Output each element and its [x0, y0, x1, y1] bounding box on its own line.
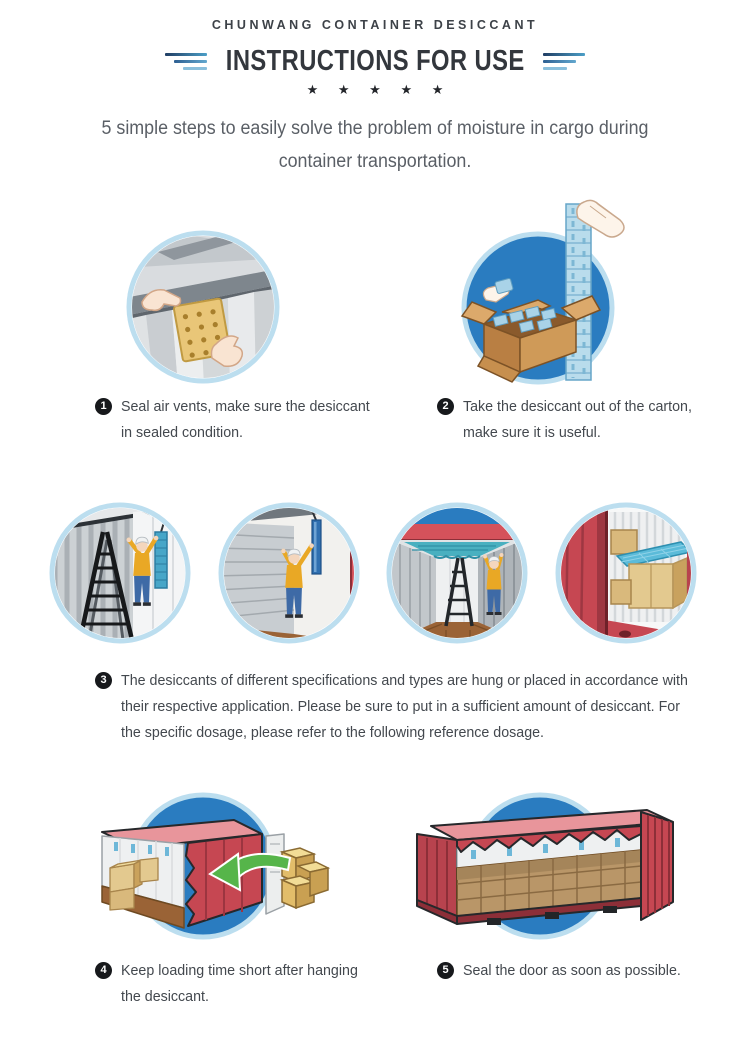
title-row [0, 42, 750, 80]
step-4-caption [95, 958, 370, 1010]
hang-desiccant-from-ladder-illustration [47, 500, 193, 646]
step-2-text: Take the desiccant out of the carton, make sure it is useful. [463, 398, 692, 441]
step-2-figure [450, 196, 640, 388]
brand-line: CHUNWANG CONTAINER DESICCANT [211, 18, 539, 32]
step-3-number: 3 [95, 672, 112, 689]
step-2-number: 2 [437, 398, 454, 415]
step-1-text: Seal air vents, make sure the desiccant in sealed condition. [121, 398, 370, 441]
step-3-figure-1 [47, 500, 193, 646]
step-3-figure-2 [216, 500, 362, 646]
load-cargo-into-container-illustration [84, 788, 334, 948]
seal-air-vents-illustration [124, 228, 282, 386]
step-3-figure-3 [384, 500, 530, 646]
intro-text: 5 simple steps to easily solve the problem of moisture in cargo during container transportation. [101, 118, 649, 172]
hang-desiccant-blanket-on-ceiling-illustration [384, 500, 530, 646]
step-1-caption [95, 394, 383, 446]
step-4-figure [84, 788, 334, 948]
step-3-figure-4 [553, 500, 699, 646]
step-4-text: Keep loading time short after hanging the desiccant. [121, 962, 358, 1005]
step-3-text: The desiccants of different specifications and types are hung or placed in accordance with their respective application. Please be sure to put in a sufficient amount of desiccant. For the specific dosage, please refer to the following reference dosage. [121, 672, 688, 741]
step-4-number: 4 [95, 962, 112, 979]
page-title: INSTRUCTIONS FOR USE [225, 44, 525, 77]
step-5-figure [395, 788, 695, 948]
sealed-loaded-container-illustration [395, 788, 695, 948]
step-5-caption [437, 958, 692, 984]
step-2-caption [437, 394, 704, 446]
step-5-number: 5 [437, 962, 454, 979]
sealed-container [417, 810, 673, 925]
hang-desiccant-strip-on-wall-illustration [216, 500, 362, 646]
speed-lines-right-icon [543, 53, 587, 70]
five-stars-icon: ★ ★ ★ ★ ★ [306, 82, 452, 97]
take-desiccant-out-of-carton-illustration [450, 196, 640, 388]
place-desiccant-on-cargo-boxes-illustration [553, 500, 699, 646]
step-1-number: 1 [95, 398, 112, 415]
step-3-caption [95, 668, 718, 746]
step-5-text: Seal the door as soon as possible. [463, 962, 681, 979]
step-1-figure [124, 228, 282, 386]
speed-lines-left-icon [163, 53, 207, 70]
